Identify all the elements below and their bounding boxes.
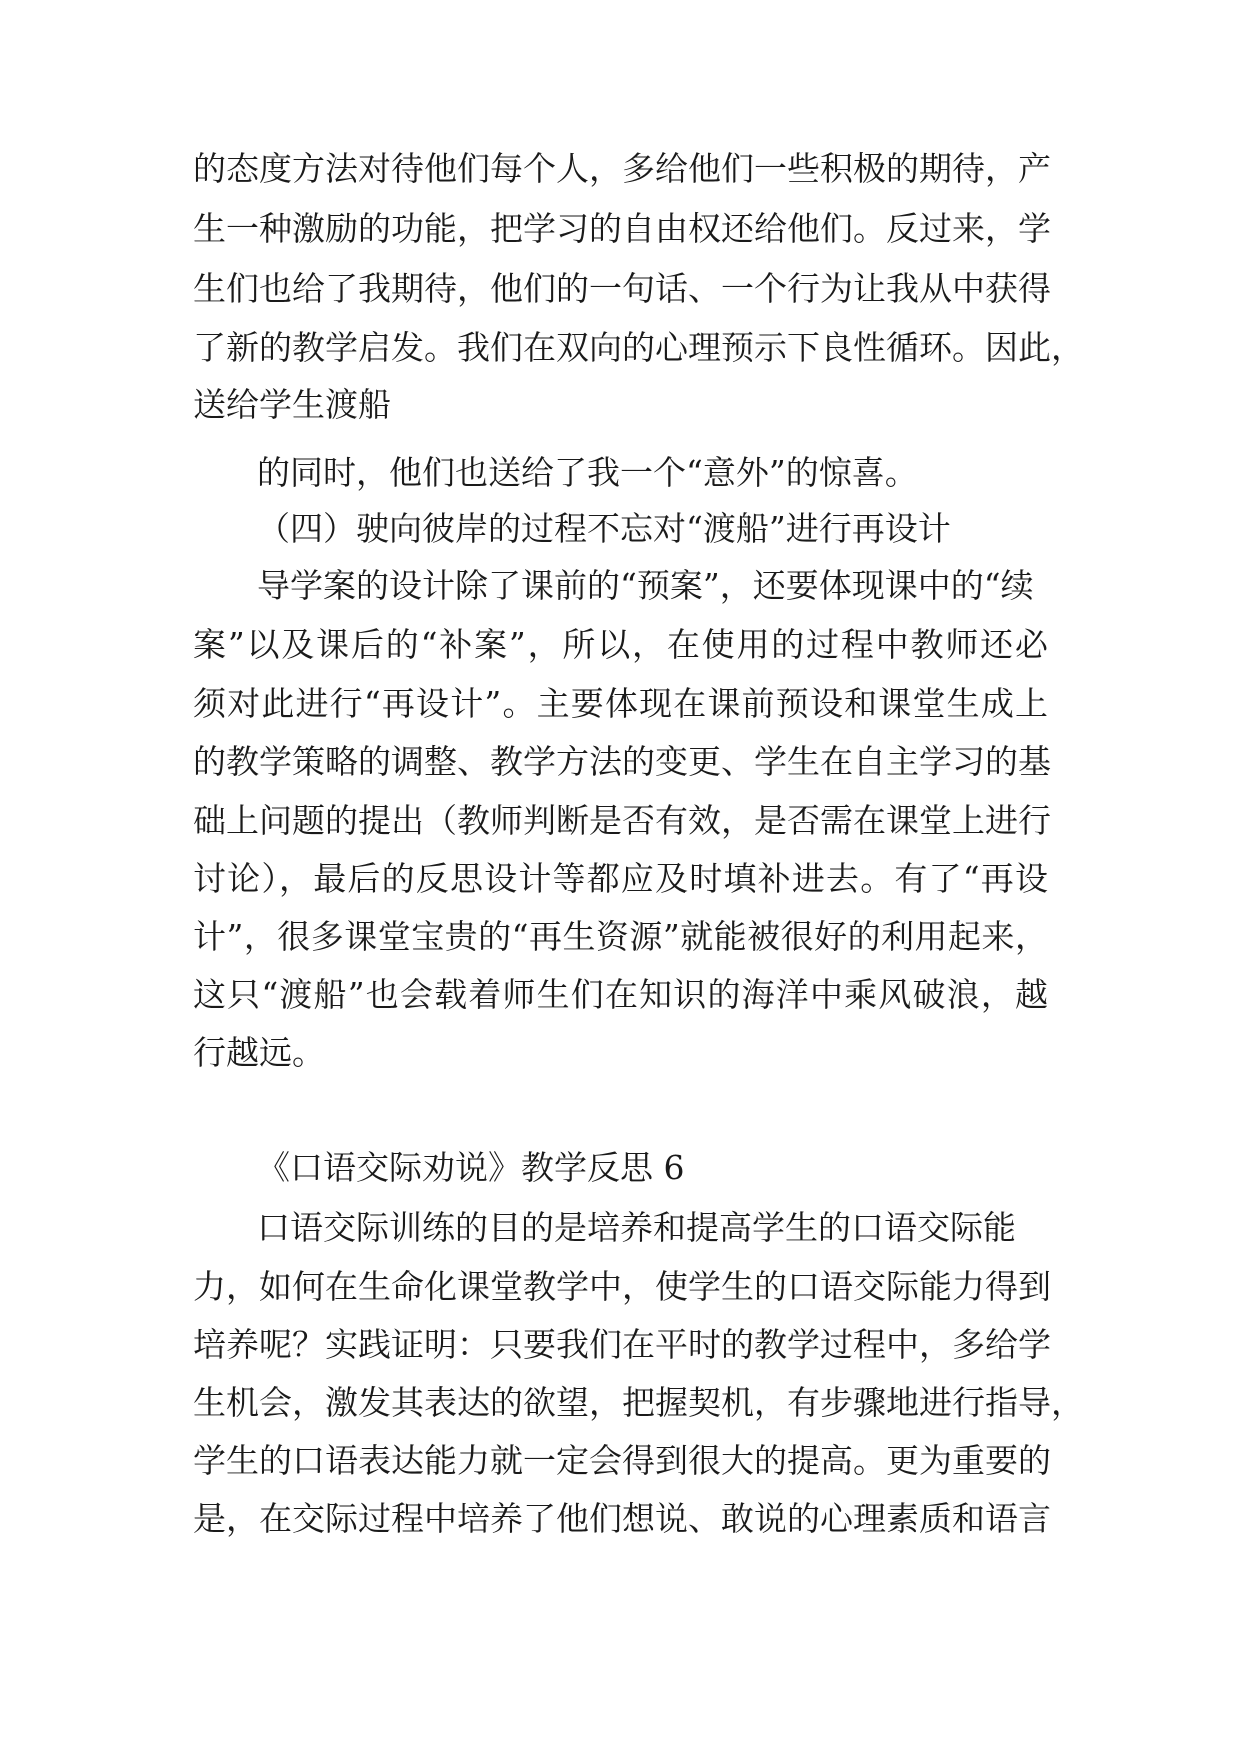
text-line: 了新的教学启发。我们在双向的心理预示下良性循环。因此， bbox=[193, 328, 1084, 367]
text-line: 是，在交际过程中培养了他们想说、敢说的心理素质和语言 bbox=[193, 1499, 1051, 1538]
text-line: 培养呢？实践证明：只要我们在平时的教学过程中，多给学 bbox=[193, 1325, 1051, 1364]
text-line: 讨论），最后的反思设计等都应及时填补进去。有了“再设 bbox=[193, 859, 1048, 898]
text-line: 的态度方法对待他们每个人，多给他们一些积极的期待，产 bbox=[193, 149, 1051, 188]
text-line: 力，如何在生命化课堂教学中，使学生的口语交际能力得到 bbox=[193, 1267, 1051, 1306]
article-title: 《口语交际劝说》教学反思 6 bbox=[257, 1148, 685, 1187]
text-line: 这只“渡船”也会载着师生们在知识的海洋中乘风破浪，越 bbox=[193, 975, 1048, 1014]
text-line: 口语交际训练的目的是培养和提高学生的口语交际能 bbox=[257, 1208, 1016, 1247]
text-line: 须对此进行“再设计”。主要体现在课前预设和课堂生成上 bbox=[193, 684, 1048, 723]
text-line: 的同时，他们也送给了我一个“意外”的惊喜。 bbox=[257, 453, 918, 492]
text-line: 导学案的设计除了课前的“预案”，还要体现课中的“续 bbox=[257, 566, 1034, 605]
text-line: 生机会，激发其表达的欲望，把握契机，有步骤地进行指导， bbox=[193, 1383, 1084, 1422]
text-line: 学生的口语表达能力就一定会得到很大的提高。更为重要的 bbox=[193, 1441, 1051, 1480]
text-line: 送给学生渡船 bbox=[193, 385, 391, 424]
text-line: 的教学策略的调整、教学方法的变更、学生在自主学习的基 bbox=[193, 742, 1051, 781]
text-line: 生们也给了我期待，他们的一句话、一个行为让我从中获得 bbox=[193, 269, 1051, 308]
text-line: 行越远。 bbox=[193, 1033, 325, 1072]
text-line: 案”以及课后的“补案”，所以，在使用的过程中教师还必 bbox=[193, 625, 1048, 664]
text-line: 生一种激励的功能，把学习的自由权还给他们。反过来，学 bbox=[193, 209, 1051, 248]
text-line: 础上问题的提出（教师判断是否有效，是否需在课堂上进行 bbox=[193, 801, 1051, 840]
section-heading: （四）驶向彼岸的过程不忘对“渡船”进行再设计 bbox=[257, 509, 951, 548]
text-line: 计”，很多课堂宝贵的“再生资源”就能被很好的利用起来， bbox=[193, 917, 1048, 956]
